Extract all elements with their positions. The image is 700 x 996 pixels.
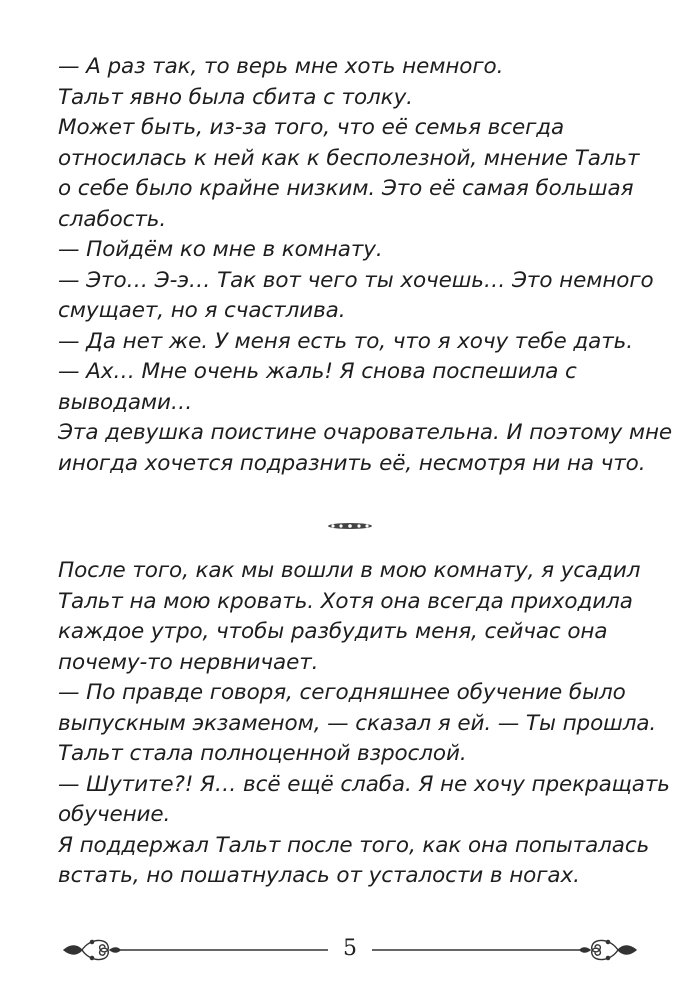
text-line: смущает, но я счастлива. <box>58 298 346 323</box>
text-line: Тальт на мою кровать. Хотя она всегда приходила <box>58 588 633 614</box>
text-line: — Пойдём ко мне в комнату. <box>58 237 383 262</box>
text-line: Тальт явно была сбита с толку. <box>58 84 413 110</box>
text-line: — Это… Э-э… Так вот чего ты хочешь… Это немного <box>58 267 654 293</box>
text-line: После того, как мы вошли в мою комнату, я усадил <box>58 558 641 583</box>
ornamental-divider-icon <box>175 516 525 536</box>
text-line: Тальт стала полноценной взрослой. <box>58 741 467 766</box>
text-line: Может быть, из-за того, что её семья всегда <box>58 115 565 140</box>
text-line: — А раз так, то верь мне хоть немного. <box>58 54 504 79</box>
text-line: слабость. <box>58 206 167 232</box>
text-block-1 <box>58 52 673 479</box>
text-line: выводами… <box>58 389 193 415</box>
text-line: о себе было крайне низким. Это её самая большая <box>58 176 634 201</box>
text-line: — Да нет же. У меня есть то, что я хочу тебе дать. <box>58 328 633 354</box>
text-line: встать, но пошатнулась от усталости в ногах. <box>58 863 580 888</box>
text-line: обучение. <box>58 802 171 827</box>
text-line: относилась к ней как к бесполезной, мнение Тальт <box>58 145 640 171</box>
text-line: выпускным экзаменом, — сказал я ей. — Ты прошла. <box>58 710 657 736</box>
page-number: 5 <box>343 936 357 961</box>
flourish-ornament-icon <box>580 940 636 959</box>
text-line: Эта девушка поистине очаровательна. И поэтому мне <box>58 420 673 445</box>
text-line: — Ах… Мне очень жаль! Я снова поспешила с <box>58 359 577 384</box>
text-line: — Шутите?! Я… всё ещё слаба. Я не хочу прекращать <box>58 771 670 797</box>
text-line: Я поддержал Тальт после того, как она попыталась <box>58 832 650 858</box>
text-line: каждое утро, чтобы разбудить меня, сейчас она <box>58 619 608 644</box>
text-block-2 <box>58 556 670 892</box>
text-line: иногда хочется подразнить её, несмотря ни на что. <box>58 450 646 476</box>
flourish-ornament-icon <box>64 940 120 959</box>
text-line: почему-то нервничает. <box>58 649 319 675</box>
text-line: — По правде говоря, сегодняшнее обучение было <box>58 680 626 705</box>
